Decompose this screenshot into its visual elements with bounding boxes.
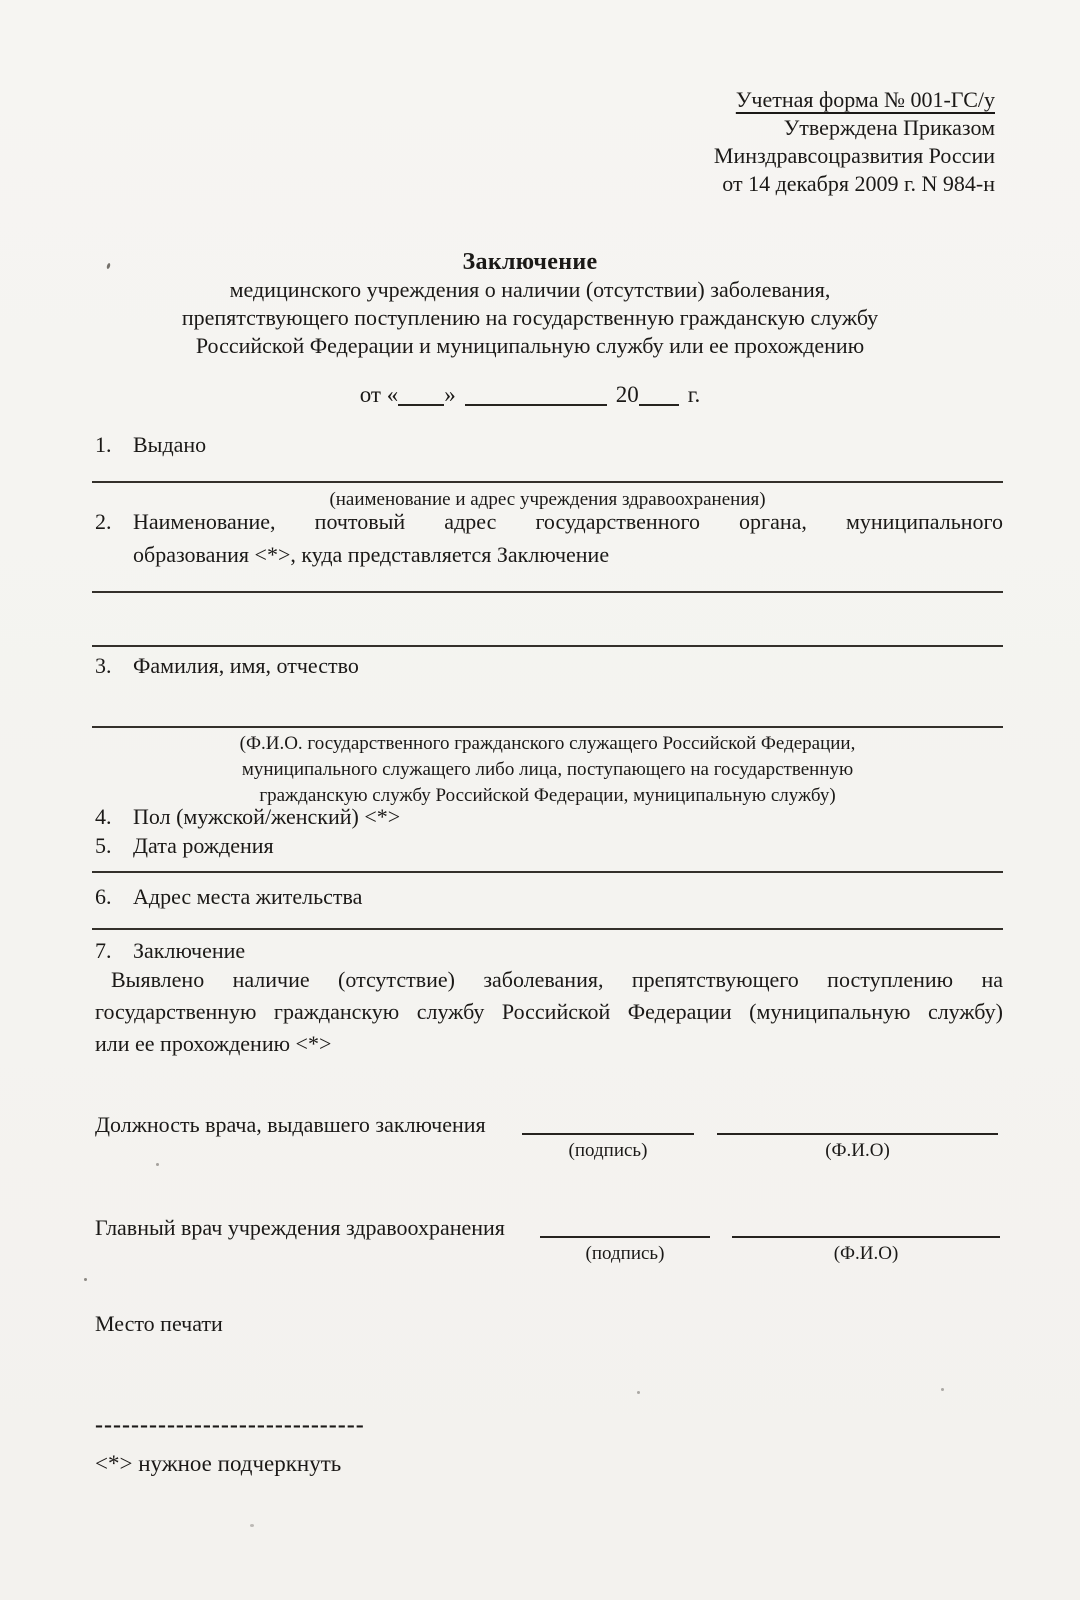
head-physician-signature-blank	[540, 1215, 710, 1238]
title-main: Заключение	[462, 249, 598, 275]
date-day-blank	[398, 388, 444, 406]
doctor-name-caption: (Ф.И.О)	[825, 1140, 890, 1161]
footnote-text: <*> нужное подчеркнуть	[95, 1451, 342, 1476]
blank-underline-authority-2	[92, 645, 1003, 647]
caption-full-name-line-1: (Ф.И.О. государственного гражданского служащего Российской Федерации,	[239, 733, 856, 754]
head-physician-signature-caption: (подпись)	[585, 1243, 665, 1264]
form-approval-block	[714, 86, 995, 198]
scan-speck	[84, 1278, 87, 1281]
conclusion-line-1: Выявлено наличие (отсутствие) заболевания, препятствующего поступлению на	[111, 967, 1003, 992]
doctor-name-blank	[717, 1112, 998, 1135]
footnote-divider: ------------------------------	[95, 1412, 365, 1438]
stamp-place-label: Место печати	[95, 1311, 223, 1336]
item-7-conclusion	[95, 938, 1003, 964]
date-prefix: от «	[359, 382, 399, 407]
item-2-authority	[95, 505, 1003, 571]
conclusion-line-2: государственную гражданскую службу Российской Федерации (муниципальную службу)	[95, 999, 1003, 1024]
caption-full-name-line-3: гражданскую службу Российской Федерации, муниципальную службу)	[259, 785, 836, 806]
item-2-number: 2.	[95, 509, 112, 534]
head-physician-name-caption: (Ф.И.О)	[833, 1243, 899, 1264]
date-close-quote: »	[444, 382, 456, 407]
item-3-full-name	[95, 653, 1003, 679]
item-6-label: Адрес места жительства	[133, 884, 363, 909]
caption-healthcare-institution: (наименование и адрес учреждения здравоохранения)	[329, 489, 766, 510]
item-1-issued	[95, 432, 1003, 458]
doctor-signature-blank	[522, 1112, 694, 1135]
item-6-number: 6.	[95, 884, 112, 909]
date-year-blank	[639, 388, 679, 406]
scan-speck	[941, 1388, 944, 1391]
item-2-line-2: образования <*>, куда представляется Заключение	[133, 542, 610, 567]
item-5-number: 5.	[95, 833, 112, 858]
head-physician-label: Главный врач учреждения здравоохранения	[95, 1215, 505, 1240]
date-year-prefix: 20	[615, 382, 639, 407]
item-1-number: 1.	[95, 432, 112, 457]
order-date-line: от 14 декабря 2009 г. N 984-н	[722, 171, 995, 196]
blank-underline-birth-date	[92, 871, 1003, 873]
caption-full-name-explanation	[92, 731, 1003, 809]
blank-underline-address	[92, 928, 1003, 930]
item-3-label: Фамилия, имя, отчество	[133, 653, 359, 678]
title-line-3: препятствующего поступлению на государственную гражданскую службу	[181, 305, 879, 330]
title-line-4: Российской Федерации и муниципальную службу или ее прохождению	[195, 333, 865, 358]
date-month-blank	[465, 388, 607, 406]
item-5-label: Дата рождения	[133, 833, 274, 858]
item-7-label: Заключение	[133, 938, 246, 963]
title-line-2: медицинского учреждения о наличии (отсутствии) заболевания,	[229, 277, 831, 302]
head-physician-name-blank	[732, 1215, 1000, 1238]
document-title-block	[75, 248, 985, 360]
item-2-line-1: Наименование, почтовый адрес государственного органа, муниципального	[133, 509, 1003, 534]
approved-by-line: Утверждена Приказом	[783, 115, 995, 140]
item-1-label: Выдано	[133, 432, 207, 457]
blank-underline-authority-1	[92, 591, 1003, 593]
scan-speck	[156, 1163, 159, 1166]
doctor-signature-row	[95, 1112, 1003, 1182]
doctor-signature-caption: (подпись)	[568, 1140, 648, 1161]
form-number-line: Учетная форма № 001-ГС/у	[735, 87, 995, 112]
caption-full-name-line-2: муниципального служащего либо лица, поступающего на государственную	[241, 759, 854, 780]
item-7-number: 7.	[95, 938, 112, 963]
doctor-signature-label: Должность врача, выдавшего заключения	[95, 1112, 486, 1137]
scan-speck	[250, 1524, 254, 1527]
item-5-birth-date	[95, 833, 1003, 859]
head-physician-signature-row	[95, 1215, 1003, 1285]
ministry-line: Минздравсоцразвития России	[713, 143, 995, 168]
scan-speck	[637, 1391, 640, 1394]
date-line	[75, 382, 985, 408]
blank-underline-issued	[92, 481, 1003, 483]
date-year-suffix: г.	[687, 382, 701, 407]
blank-underline-full-name	[92, 726, 1003, 728]
item-6-address	[95, 884, 1003, 910]
item-3-number: 3.	[95, 653, 112, 678]
item-4-label: Пол (мужской/женский) <*>	[133, 804, 401, 829]
conclusion-paragraph	[95, 964, 1003, 1060]
item-4-number: 4.	[95, 804, 112, 829]
item-4-sex	[95, 804, 1003, 830]
conclusion-line-3: или ее прохождению <*>	[95, 1031, 332, 1056]
